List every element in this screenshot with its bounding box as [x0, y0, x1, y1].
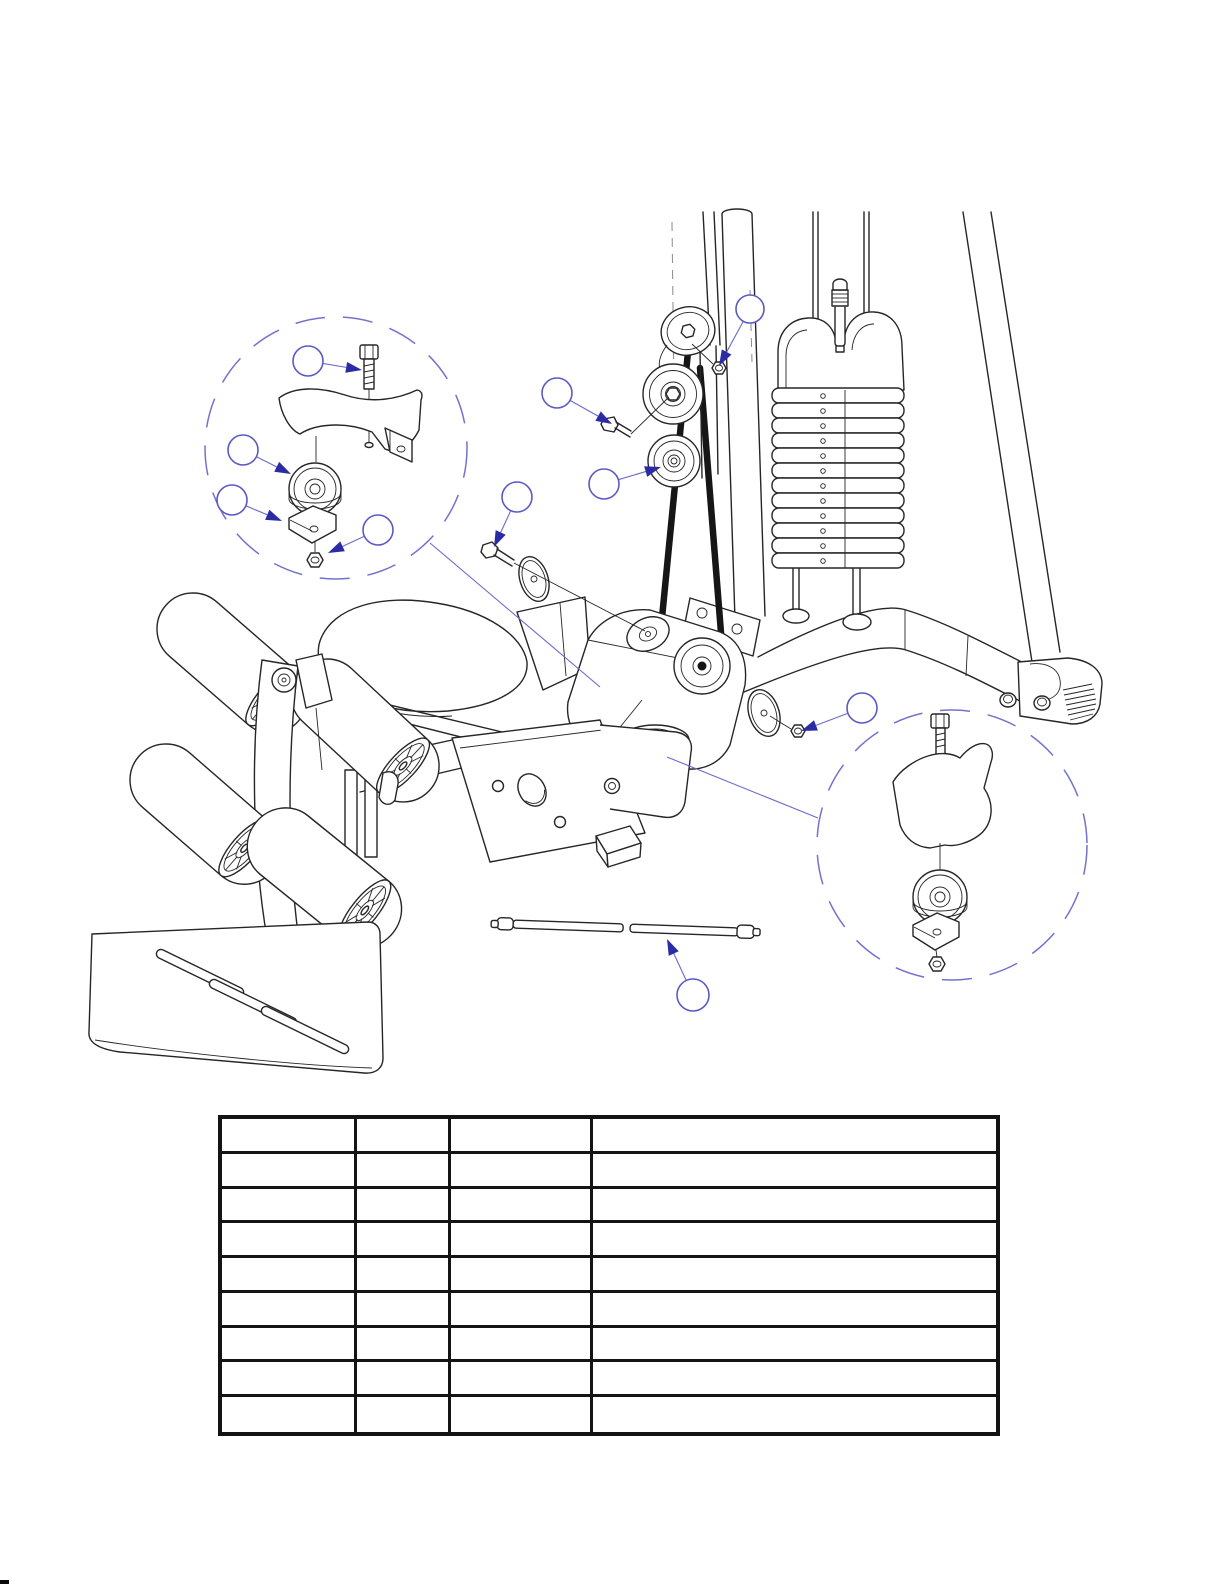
detail-view-bottom-right [893, 714, 992, 971]
table-cell [451, 1328, 593, 1363]
cable-rod-part [491, 916, 760, 938]
detail-leader-line [667, 757, 818, 818]
pivot-bolt-right [791, 725, 805, 737]
table-cell [593, 1154, 996, 1189]
callout-leader [343, 536, 365, 546]
table-cell [222, 1362, 357, 1397]
table-cell [593, 1328, 996, 1363]
callout-arrowhead [719, 349, 731, 366]
callout-balloon-4 [363, 515, 393, 545]
callout-balloon-5 [736, 295, 764, 323]
pivot-washer-left [514, 553, 555, 605]
table-cell [593, 1223, 996, 1258]
hook-bracket [379, 772, 398, 805]
table-cell [222, 1328, 357, 1363]
callout-balloon-3 [217, 485, 247, 515]
callout-balloon-10 [677, 979, 709, 1011]
page-corner-mark [0, 1580, 9, 1584]
table-cell [593, 1119, 996, 1154]
lever-arm [254, 660, 300, 955]
callout-leader [674, 954, 687, 981]
table-cell [451, 1258, 593, 1293]
table-cell [357, 1223, 451, 1258]
table-cell [593, 1189, 996, 1224]
weight-plates [772, 388, 904, 568]
table-cell [451, 1362, 593, 1397]
table-cell [593, 1397, 996, 1432]
callout-leader [618, 472, 645, 480]
callout-balloon-1 [293, 346, 323, 376]
callout-leader [256, 457, 276, 467]
callout-leader [816, 713, 848, 725]
table-cell [357, 1397, 451, 1432]
table-cell [451, 1119, 593, 1154]
table-cell [222, 1397, 357, 1432]
pivot-washer-right [742, 686, 785, 741]
table-cell [357, 1119, 451, 1154]
table-cell [222, 1154, 357, 1189]
table-cell [357, 1258, 451, 1293]
table-cell [222, 1189, 357, 1224]
table-cell [451, 1154, 593, 1189]
table-cell [451, 1293, 593, 1328]
callout-balloon-8 [502, 482, 532, 512]
table-cell [222, 1223, 357, 1258]
callout-balloon-2 [228, 435, 258, 465]
callout-arrowhead [494, 530, 506, 547]
callout-balloon-9 [847, 693, 877, 723]
pulley-axle-nut [712, 362, 726, 374]
table-cell [357, 1293, 451, 1328]
detail-view-top-left [279, 345, 422, 567]
table-cell [222, 1293, 357, 1328]
callout-leader [501, 511, 511, 533]
callout-arrowhead [274, 462, 291, 474]
table-cell [222, 1119, 357, 1154]
table-cell [357, 1328, 451, 1363]
callout-arrowhead [345, 362, 362, 373]
table-cell [357, 1362, 451, 1397]
callout-leader [246, 506, 267, 515]
table-cell [593, 1258, 996, 1293]
table-cell [593, 1293, 996, 1328]
parts-table [218, 1115, 1000, 1436]
table-cell [357, 1189, 451, 1224]
detail-nut [307, 553, 323, 567]
callout-leader [570, 400, 598, 416]
detail-l-bracket [289, 506, 336, 543]
detail-wing-plate [893, 744, 992, 848]
table-cell [451, 1223, 593, 1258]
table-cell [451, 1397, 593, 1432]
table-cell [451, 1189, 593, 1224]
callout-arrowhead [667, 939, 679, 956]
callout-arrowhead [801, 720, 818, 731]
callout-leader [323, 363, 346, 367]
callout-leader [727, 321, 744, 352]
callout-balloon-6 [542, 378, 572, 408]
callout-arrowhead [328, 541, 345, 553]
detail-l-bracket-2 [913, 913, 959, 950]
table-cell [357, 1154, 451, 1189]
weight-stack [772, 279, 904, 630]
callout-arrowhead [265, 510, 282, 521]
detail-nut-2 [929, 957, 945, 971]
callout-balloon-7 [589, 469, 619, 499]
table-cell [222, 1258, 357, 1293]
foot-plate [89, 922, 383, 1073]
table-cell [593, 1362, 996, 1397]
